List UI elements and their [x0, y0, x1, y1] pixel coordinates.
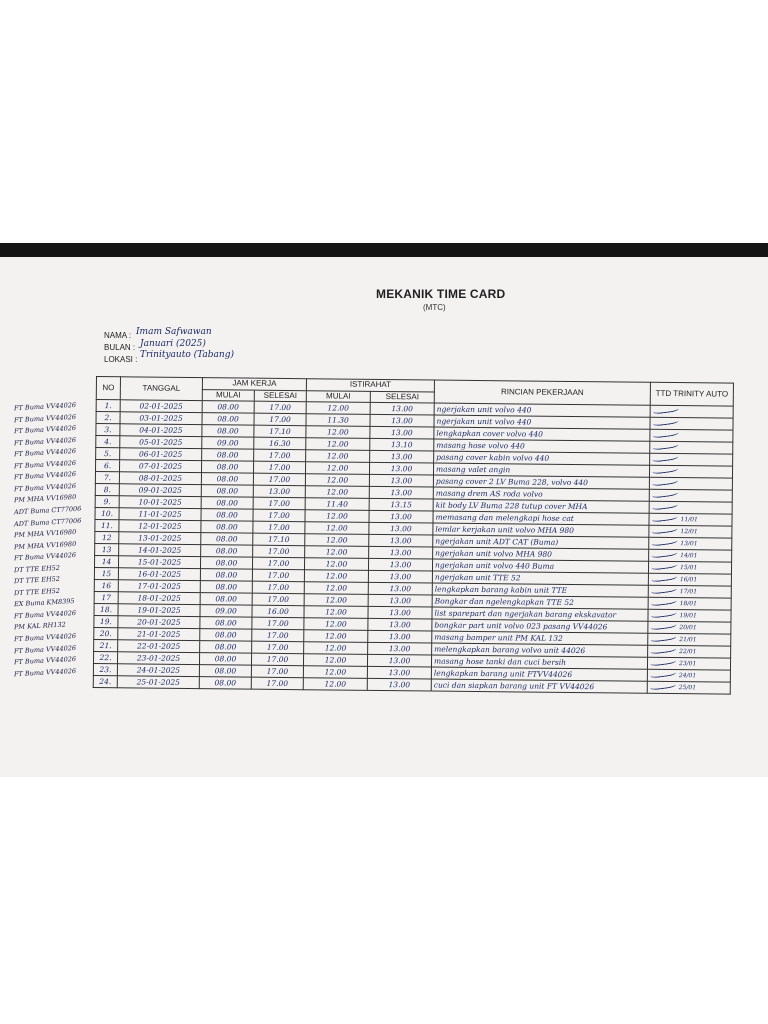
row-rincian: ngerjakan unit volvo 440: [434, 415, 650, 429]
row-kerja-selesai: 17.00: [253, 521, 305, 534]
row-ttd-signature: [648, 621, 731, 634]
unit-label: FT Buma VV44026: [13, 412, 77, 424]
row-istirahat-mulai: 12.00: [304, 630, 368, 643]
signature-mark: [652, 465, 679, 474]
row-no: 20.: [94, 628, 118, 640]
row-kerja-mulai: 08.00: [201, 533, 253, 546]
row-no: 23.: [93, 664, 117, 676]
signature-mark: [650, 645, 677, 654]
unit-label: FT Buma VV44026: [13, 643, 77, 655]
signature-mark: [652, 417, 679, 426]
row-istirahat-selesai: 13.00: [370, 427, 434, 440]
row-ttd-signature: [648, 561, 731, 574]
row-istirahat-mulai: 12.00: [306, 426, 370, 439]
row-kerja-mulai: 08.00: [200, 641, 252, 654]
unit-label: FT Buma VV44026: [13, 608, 77, 621]
row-rincian: cuci dan siapkan barang unit FT VV44026: [431, 679, 647, 693]
row-rincian: ngerjakan unit volvo 440 Buma: [432, 559, 648, 573]
signature-date: 11/01: [680, 516, 698, 524]
row-ttd-signature: [647, 669, 730, 682]
row-istirahat-selesai: 13.00: [368, 643, 432, 656]
row-tanggal: 15-01-2025: [118, 556, 200, 569]
row-no: 14: [94, 556, 118, 568]
signature-date: 13/01: [680, 540, 698, 548]
row-kerja-mulai: 08.00: [199, 665, 251, 678]
signature-mark: [649, 681, 676, 690]
signature-date: 15/01: [680, 564, 698, 572]
unit-label: PM MHA VV16980: [13, 527, 77, 540]
row-ttd-signature: [650, 429, 733, 442]
row-ttd-signature: [648, 633, 731, 646]
signature-mark: [650, 597, 677, 606]
unit-label: FT Buma VV44026: [13, 655, 77, 667]
row-kerja-mulai: 08.00: [202, 449, 254, 462]
signature-date: 25/01: [678, 684, 697, 692]
row-ttd-signature: [648, 585, 731, 598]
row-tanggal: 02-01-2025: [120, 400, 202, 413]
unit-label: FT Buma VV44026: [13, 447, 77, 459]
row-tanggal: 17-01-2025: [118, 580, 200, 593]
unit-label: EX Buma KM8395: [13, 597, 75, 609]
bulan-value: Januari (2025): [140, 339, 206, 349]
unit-label: FT Buma VV44026: [13, 400, 77, 413]
row-rincian: ngerjakan unit TTE 52: [432, 571, 648, 585]
unit-label: FT Buma VV44026: [13, 631, 77, 644]
row-istirahat-mulai: 12.00: [305, 486, 369, 499]
row-tanggal: 05-01-2025: [120, 436, 202, 449]
unit-label: ADT Buma CT77006: [13, 504, 82, 517]
row-tanggal: 06-01-2025: [120, 448, 202, 461]
signature-mark: [650, 669, 677, 678]
row-rincian: pasang cover 2 LV Buma 228, volvo 440: [433, 475, 649, 489]
row-kerja-selesai: 17.00: [253, 461, 305, 474]
row-tanggal: 25-01-2025: [117, 676, 199, 689]
lokasi-label: LOKASI :: [104, 355, 138, 364]
signature-date: 19/01: [679, 612, 697, 620]
row-rincian: masang valet angin: [433, 463, 649, 477]
row-kerja-selesai: 17.00: [253, 473, 305, 486]
signature-mark: [652, 429, 679, 438]
row-kerja-mulai: 08.00: [202, 413, 254, 426]
row-istirahat-selesai: 13.00: [368, 583, 432, 596]
row-kerja-selesai: 17.00: [252, 569, 304, 582]
row-istirahat-mulai: 11.30: [306, 414, 370, 427]
row-tanggal: 08-01-2025: [119, 472, 201, 485]
signature-mark: [651, 573, 678, 582]
row-tanggal: 03-01-2025: [120, 412, 202, 425]
signature-mark: [652, 441, 679, 450]
row-istirahat-selesai: 13.00: [369, 463, 433, 476]
row-no: 17: [94, 592, 118, 604]
signature-mark: [650, 585, 677, 594]
row-kerja-mulai: 08.00: [201, 497, 253, 510]
lokasi-value: Trinityauto (Tabang): [140, 350, 234, 360]
row-istirahat-mulai: 12.00: [306, 462, 370, 475]
row-istirahat-mulai: 12.00: [304, 606, 368, 619]
unit-label: FT Buma VV44026: [13, 666, 77, 678]
signature-mark: [650, 657, 677, 666]
row-istirahat-selesai: 13.00: [369, 523, 433, 536]
signature-mark: [650, 633, 677, 642]
row-no: 24.: [93, 676, 117, 688]
row-tanggal: 21-01-2025: [118, 628, 200, 641]
row-istirahat-selesai: 13.00: [368, 571, 432, 584]
row-rincian: memasang dan melengkapi hose cat: [433, 511, 649, 525]
unit-label: FT Buma VV44026: [13, 424, 77, 436]
row-no: 13: [95, 544, 119, 556]
row-istirahat-mulai: 12.00: [306, 450, 370, 463]
row-istirahat-selesai: 13.00: [368, 559, 432, 572]
row-rincian: Bongkar dan ngelengkapkan TTE 52: [432, 595, 648, 609]
row-istirahat-mulai: 12.00: [305, 474, 369, 487]
row-ttd-signature: [649, 477, 732, 490]
row-kerja-selesai: 17.10: [253, 533, 305, 546]
row-no: 11.: [95, 520, 119, 532]
row-istirahat-selesai: 13.00: [369, 475, 433, 488]
row-rincian: masang drem AS roda volvo: [433, 487, 649, 501]
signature-date: 21/01: [679, 636, 697, 644]
row-kerja-selesai: 17.00: [252, 641, 304, 654]
row-rincian: bongkar part unit volvo 023 pasang VV44026: [432, 619, 648, 633]
signature-date: 20/01: [679, 624, 697, 632]
row-kerja-mulai: 09.00: [202, 437, 254, 450]
row-kerja-mulai: 08.00: [200, 617, 252, 630]
row-istirahat-mulai: 12.00: [305, 522, 369, 535]
row-ttd-signature: [649, 525, 732, 538]
row-kerja-selesai: 17.00: [252, 617, 304, 630]
signature-mark: [650, 621, 677, 630]
row-istirahat-selesai: 13.00: [367, 667, 431, 680]
row-tanggal: 09-01-2025: [119, 484, 201, 497]
row-istirahat-mulai: 12.00: [305, 546, 369, 559]
unit-label: FT Buma VV44026: [13, 481, 77, 494]
signature-mark: [652, 405, 679, 414]
row-kerja-selesai: 17.00: [252, 557, 304, 570]
row-rincian: masang hose volvo 440: [434, 439, 650, 453]
row-istirahat-selesai: 13.00: [368, 631, 432, 644]
row-istirahat-mulai: 12.00: [305, 534, 369, 547]
header-tanggal: TANGGAL: [120, 377, 202, 401]
unit-label: DT TTE EH52: [13, 575, 61, 586]
row-no: 1.: [96, 400, 120, 412]
row-no: 12: [95, 532, 119, 544]
row-kerja-selesai: 17.00: [253, 497, 305, 510]
row-kerja-mulai: 08.00: [199, 653, 251, 666]
row-no: 15: [94, 568, 118, 580]
row-kerja-mulai: 08.00: [201, 473, 253, 486]
unit-label: FT Buma VV44026: [13, 435, 77, 447]
unit-label: DT TTE EH52: [13, 563, 61, 574]
row-tanggal: 18-01-2025: [118, 592, 200, 605]
row-kerja-mulai: 09.00: [200, 605, 252, 618]
unit-label: FT Buma VV44026: [13, 458, 77, 470]
signature-mark: [651, 525, 678, 534]
row-kerja-mulai: 08.00: [200, 593, 252, 606]
row-no: 3.: [96, 424, 120, 436]
row-kerja-selesai: 16.30: [254, 437, 306, 450]
document-title: MEKANIK TIME CARD: [376, 287, 506, 301]
row-istirahat-selesai: 13.00: [369, 547, 433, 560]
row-ttd-signature: [650, 453, 733, 466]
signature-date: 16/01: [679, 576, 698, 584]
row-tanggal: 07-01-2025: [119, 460, 201, 473]
header-ttd: TTD TRINITY AUTO: [650, 382, 733, 406]
row-no: 16: [94, 580, 118, 592]
row-kerja-mulai: 08.00: [201, 461, 253, 474]
row-istirahat-selesai: 13.00: [369, 511, 433, 524]
row-kerja-selesai: 13.00: [253, 485, 305, 498]
row-kerja-selesai: 17.00: [254, 413, 306, 426]
header-kerja-mulai: MULAI: [202, 389, 254, 401]
row-rincian: list sparepart dan ngerjakan barang ekskavator: [432, 607, 648, 621]
unit-label: FT Buma VV44026: [13, 470, 77, 482]
row-istirahat-selesai: 13.00: [369, 535, 433, 548]
row-rincian: lengkapkan cover volvo 440: [434, 427, 650, 441]
row-kerja-mulai: 08.00: [200, 557, 252, 570]
row-ttd-signature: [648, 597, 731, 610]
row-kerja-mulai: 08.00: [200, 629, 252, 642]
row-istirahat-selesai: 13.00: [370, 415, 434, 428]
row-kerja-mulai: 08.00: [201, 509, 253, 522]
row-no: 10.: [95, 508, 119, 520]
row-no: 19.: [94, 616, 118, 628]
row-no: 9.: [95, 496, 119, 508]
signature-date: 17/01: [679, 588, 698, 596]
row-istirahat-selesai: 13.00: [368, 595, 432, 608]
row-ttd-signature: [649, 549, 732, 562]
row-rincian: ngerjakan unit volvo MHA 980: [433, 547, 649, 561]
row-no: 2.: [96, 412, 120, 424]
row-rincian: lengkapkan barang kabin unit TTE: [432, 583, 648, 597]
row-rincian: masang hose tanki dan cuci bersih: [431, 655, 647, 669]
row-ttd-signature: [649, 465, 732, 478]
row-kerja-selesai: 17.00: [253, 509, 305, 522]
row-kerja-mulai: 08.00: [202, 401, 254, 414]
signature-mark: [652, 453, 679, 462]
row-istirahat-mulai: 12.00: [304, 618, 368, 631]
row-kerja-mulai: 08.00: [201, 485, 253, 498]
row-istirahat-mulai: 12.00: [303, 654, 367, 667]
row-kerja-selesai: 17.00: [251, 653, 303, 666]
signature-mark: [651, 513, 678, 522]
unit-label: PM MHA VV16980: [13, 493, 77, 505]
row-rincian: lengkapkan barang unit FTVV44026: [431, 667, 647, 681]
row-istirahat-mulai: 11.40: [305, 498, 369, 511]
nama-value: Imam Safwawan: [136, 327, 212, 337]
row-rincian: ngerjakan unit ADT CAT (Buma): [433, 535, 649, 549]
row-ttd-signature: [650, 417, 733, 430]
header-istirahat-mulai: MULAI: [306, 390, 370, 402]
row-kerja-selesai: 17.00: [251, 665, 303, 678]
row-tanggal: 23-01-2025: [117, 652, 199, 665]
row-no: 18.: [94, 604, 118, 616]
row-istirahat-selesai: 13.00: [368, 619, 432, 632]
row-istirahat-mulai: 12.00: [303, 666, 367, 679]
signature-mark: [651, 537, 678, 546]
header-kerja-selesai: SELESAI: [254, 390, 306, 402]
row-no: 5.: [96, 448, 120, 460]
row-istirahat-selesai: 13.10: [370, 439, 434, 452]
row-ttd-signature: [650, 441, 733, 454]
document-subtitle: (MTC): [423, 303, 446, 312]
signature-mark: [651, 561, 678, 570]
row-no: 22.: [93, 652, 117, 664]
row-istirahat-mulai: 12.00: [305, 510, 369, 523]
row-kerja-selesai: 17.10: [254, 425, 306, 438]
bottom-background: [0, 777, 768, 1024]
row-istirahat-selesai: 13.00: [370, 451, 434, 464]
row-rincian: pasang cover kabin volvo 440: [434, 451, 650, 465]
row-kerja-mulai: 08.00: [202, 425, 254, 438]
row-istirahat-selesai: 13.00: [370, 403, 434, 416]
signature-date: 22/01: [679, 648, 697, 656]
row-no: 8.: [95, 484, 119, 496]
unit-label: PM KAL RH132: [13, 620, 66, 632]
row-no: 6.: [95, 460, 119, 472]
row-rincian: ngerjakan unit volvo 440: [434, 403, 650, 417]
row-tanggal: 12-01-2025: [119, 520, 201, 533]
row-kerja-mulai: 08.00: [201, 545, 253, 558]
row-ttd-signature: [649, 537, 732, 550]
row-kerja-selesai: 17.00: [254, 401, 306, 414]
signature-date: 12/01: [680, 528, 698, 536]
row-istirahat-mulai: 12.00: [304, 582, 368, 595]
unit-label: FT Buma VV44026: [13, 551, 77, 563]
row-tanggal: 20-01-2025: [118, 616, 200, 629]
nama-label: NAMA :: [104, 331, 132, 340]
signature-date: 14/01: [680, 552, 698, 560]
unit-label: PM MHA VV16980: [13, 539, 77, 551]
row-kerja-selesai: 17.00: [252, 629, 304, 642]
row-tanggal: 04-01-2025: [120, 424, 202, 437]
signature-mark: [652, 477, 679, 486]
signature-mark: [651, 501, 678, 510]
row-ttd-signature: [647, 681, 730, 694]
row-rincian: masang bamper unit PM KAL 132: [432, 631, 648, 645]
row-ttd-signature: [648, 609, 731, 622]
row-kerja-selesai: 16.00: [252, 605, 304, 618]
header-istirahat-selesai: SELESAI: [370, 391, 434, 403]
signature-date: 24/01: [678, 672, 697, 680]
row-kerja-selesai: 17.00: [252, 581, 304, 594]
row-istirahat-mulai: 12.00: [306, 402, 370, 415]
signature-date: 23/01: [678, 660, 697, 668]
row-tanggal: 24-01-2025: [117, 664, 199, 677]
row-kerja-selesai: 17.00: [251, 677, 303, 690]
row-no: 7.: [95, 472, 119, 484]
row-istirahat-mulai: 12.00: [304, 558, 368, 571]
unit-label: DT TTE EH52: [13, 586, 61, 597]
row-no: 21.: [94, 640, 118, 652]
row-tanggal: 22-01-2025: [118, 640, 200, 653]
row-istirahat-selesai: 13.00: [368, 607, 432, 620]
row-kerja-mulai: 08.00: [201, 521, 253, 534]
row-istirahat-mulai: 12.00: [304, 642, 368, 655]
row-istirahat-selesai: 13.15: [369, 499, 433, 512]
row-ttd-signature: [649, 489, 732, 502]
row-ttd-signature: [649, 513, 732, 526]
row-tanggal: 11-01-2025: [119, 508, 201, 521]
row-tanggal: 16-01-2025: [118, 568, 200, 581]
row-tanggal: 19-01-2025: [118, 604, 200, 617]
row-istirahat-selesai: 13.00: [367, 679, 431, 692]
header-rincian: RINCIAN PEKERJAAN: [434, 380, 650, 405]
row-ttd-signature: [650, 405, 733, 418]
row-istirahat-mulai: 12.00: [303, 678, 367, 691]
header-istirahat: ISTIRAHAT: [306, 379, 434, 392]
row-rincian: lemlar kerjakan unit volvo MHA 980: [433, 523, 649, 537]
row-rincian: melengkapkan barang volvo unit 44026: [432, 643, 648, 657]
row-kerja-mulai: 08.00: [200, 581, 252, 594]
row-kerja-selesai: 17.00: [252, 593, 304, 606]
row-istirahat-selesai: 13.00: [369, 487, 433, 500]
unit-label: ADT Buma CT77006: [13, 516, 82, 528]
dark-edge-band: [0, 243, 768, 257]
header-no: NO: [96, 377, 120, 400]
row-istirahat-mulai: 12.00: [306, 438, 370, 451]
signature-date: 18/01: [679, 600, 697, 608]
row-istirahat-selesai: 13.00: [367, 655, 431, 668]
row-istirahat-mulai: 12.00: [304, 594, 368, 607]
row-tanggal: 14-01-2025: [119, 544, 201, 557]
row-kerja-selesai: 17.00: [253, 545, 305, 558]
top-background: [0, 0, 768, 243]
row-no: 4.: [96, 436, 120, 448]
row-tanggal: 13-01-2025: [119, 532, 201, 545]
row-istirahat-mulai: 12.00: [304, 570, 368, 583]
row-rincian: kit body LV Buma 228 tutup cover MHA: [433, 499, 649, 513]
row-ttd-signature: [647, 657, 730, 670]
signature-mark: [651, 489, 678, 498]
time-card-table: [93, 376, 734, 695]
row-kerja-selesai: 17.00: [254, 449, 306, 462]
row-kerja-mulai: 08.00: [200, 569, 252, 582]
bulan-label: BULAN :: [104, 343, 136, 352]
row-ttd-signature: [648, 645, 731, 658]
row-kerja-mulai: 08.00: [199, 677, 251, 690]
signature-mark: [651, 549, 678, 558]
row-ttd-signature: [648, 573, 731, 586]
row-ttd-signature: [649, 501, 732, 514]
header-jam-kerja: JAM KERJA: [202, 378, 306, 391]
signature-mark: [650, 609, 677, 618]
row-tanggal: 10-01-2025: [119, 496, 201, 509]
